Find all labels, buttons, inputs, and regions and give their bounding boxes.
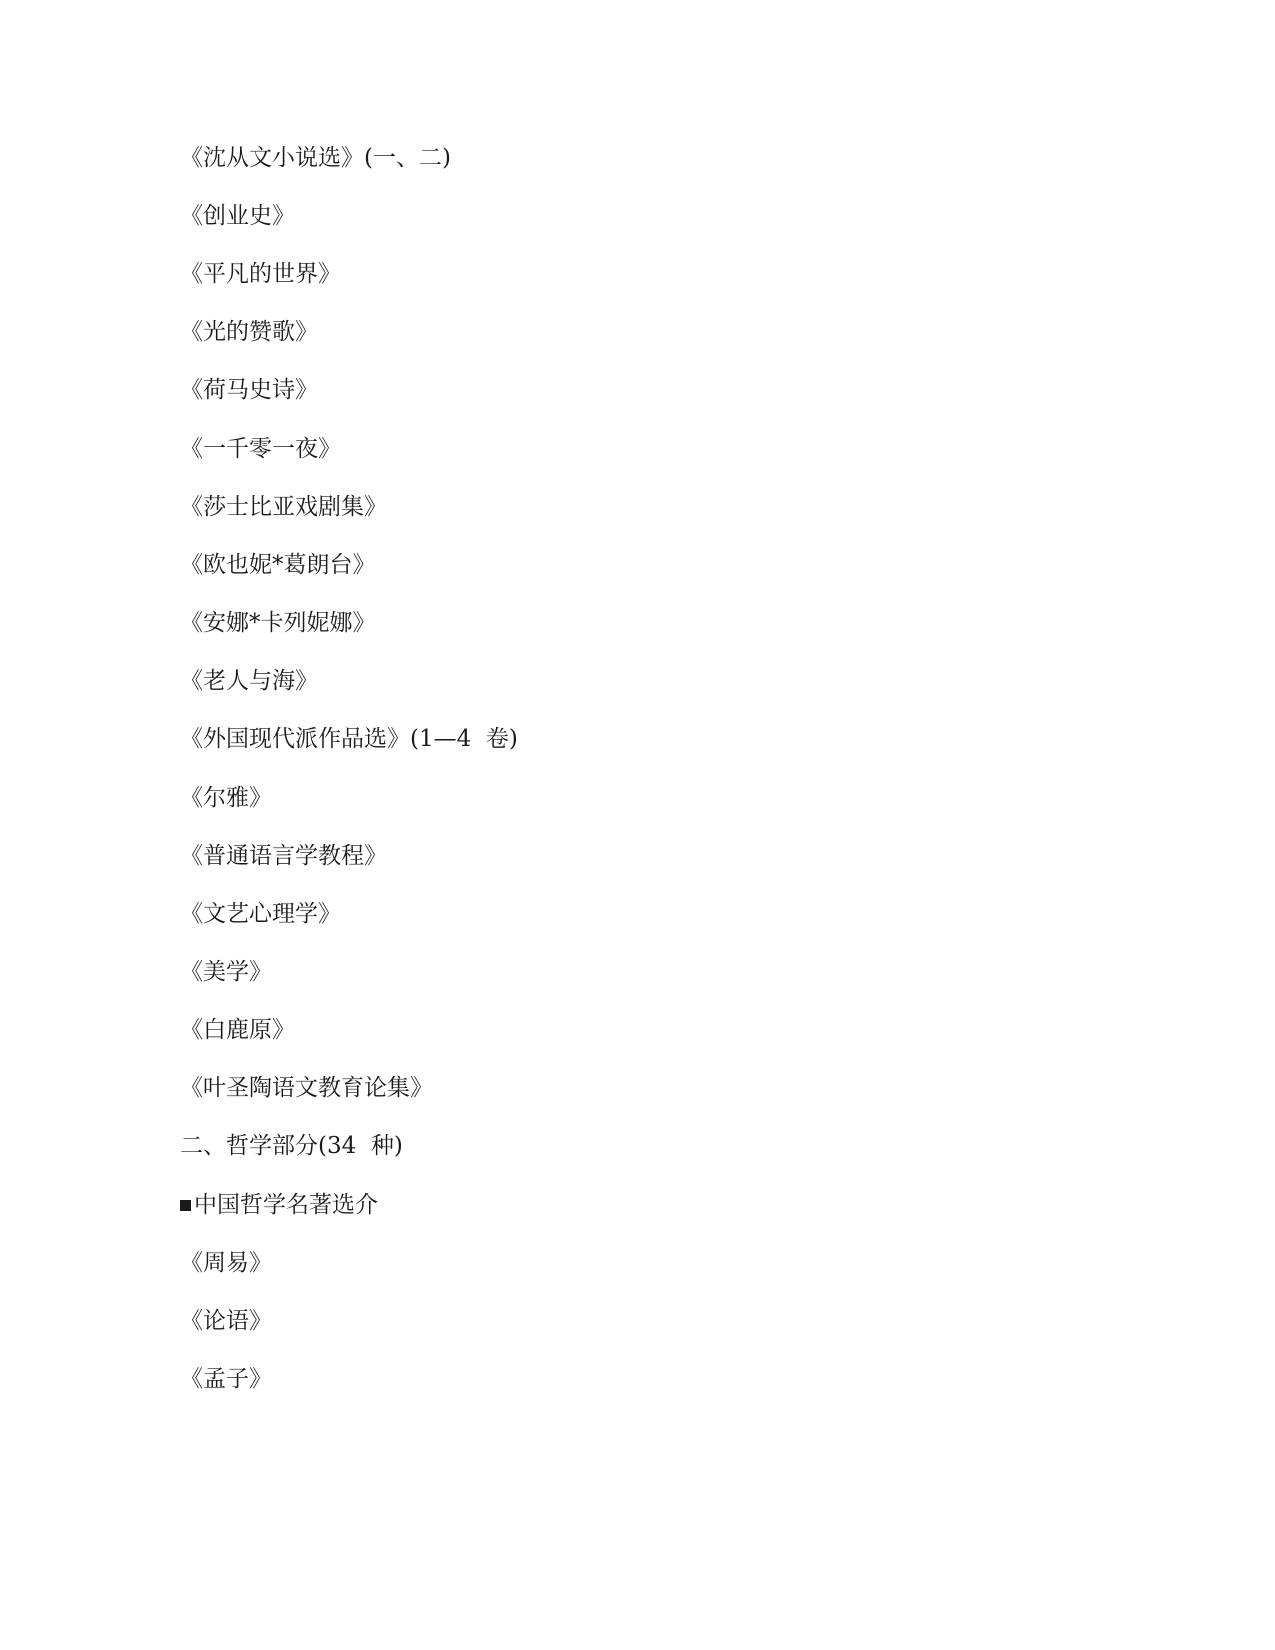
subsection-heading: [180, 1190, 378, 1220]
book-title-line: 《美学》: [180, 959, 272, 985]
book-title-line: 《论语》: [180, 1308, 272, 1334]
book-title-line: 《文艺心理学》: [180, 901, 341, 927]
book-title-line: 《荷马史诗》: [180, 377, 318, 403]
book-title-line: 《尔雅》: [180, 785, 272, 811]
book-title-line: 《平凡的世界》: [180, 261, 341, 287]
book-title-line: 《外国现代派作品选》(1—4 卷): [180, 726, 518, 752]
book-title-line: 《叶圣陶语文教育论集》: [180, 1075, 433, 1101]
book-title-line: 《沈从文小说选》(一、二): [180, 145, 451, 171]
book-title-line: 《普通语言学教程》: [180, 843, 387, 869]
subsection-heading-text: 中国哲学名著选介: [194, 1192, 378, 1218]
book-title-line: 《孟子》: [180, 1366, 272, 1392]
square-bullet-icon: [180, 1200, 191, 1211]
book-title-line: 《老人与海》: [180, 668, 318, 694]
book-title-line: 《白鹿原》: [180, 1017, 295, 1043]
section-heading: 二、哲学部分(34 种): [180, 1133, 403, 1159]
book-title-line: 《光的赞歌》: [180, 319, 318, 345]
book-title-line: 《安娜*卡列妮娜》: [180, 610, 376, 636]
book-title-line: 《欧也妮*葛朗台》: [180, 552, 376, 578]
book-title-line: 《一千零一夜》: [180, 436, 341, 462]
book-title-line: 《莎士比亚戏剧集》: [180, 494, 387, 520]
book-title-line: 《周易》: [180, 1250, 272, 1276]
book-title-line: 《创业史》: [180, 203, 295, 229]
